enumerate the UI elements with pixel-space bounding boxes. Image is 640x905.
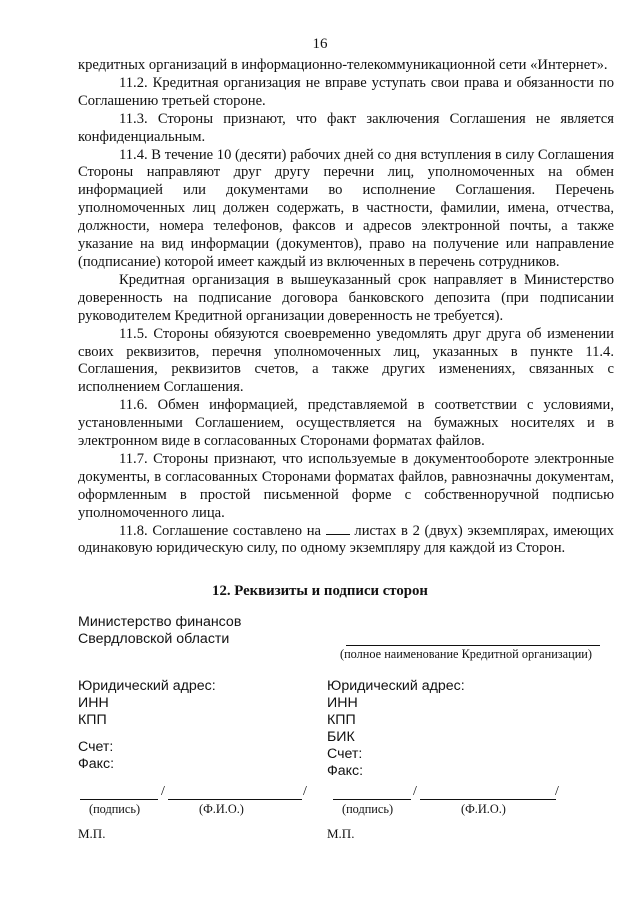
right-party-fields xyxy=(327,678,465,780)
paragraph-11-5: 11.5. Стороны обязуются своевременно уведомлять друг друга об изменении своих реквизитов, перечня уполномоченных лиц, указанных в пункте 11.4. Соглашения, реквизитов счетов, а также других изменениях, связанных с исполнением Соглашения. xyxy=(78,325,614,396)
right-party-name-caption: (полное наименование Кредитной организации) xyxy=(340,647,592,661)
paragraph-11-4: 11.4. В течение 10 (десяти) рабочих дней со дня вступления в силу Соглашения Стороны направляют друг другу перечни лиц, уполномоченных на обмен информацией или документами во исполнение Соглашения. Перечень уполномоченных лиц должен содержать, в частности, фамилии, имена, отчества, должности, номера телефонов, факсов и адресов электронной почты, а также указание на вид информации (документов), право на получение или направление (подписание) которой имеет каждый из включенных в перечень сотрудников. xyxy=(78,146,614,270)
left-party-name-line2: Свердловской области xyxy=(78,631,230,647)
left-inn-label: ИНН xyxy=(78,695,109,711)
left-fax-label: Факс: xyxy=(78,756,115,772)
page-number: 16 xyxy=(312,36,328,52)
right-account-label: Счет: xyxy=(327,746,363,762)
paragraph-11-7: 11.7. Стороны признают, что используемые в документообороте электронные документы, в согласованных Сторонами форматах файлов, равнозначны документам, оформленным в простой письменной форме с собственноручной подписью уполномоченного лица. xyxy=(78,450,614,521)
paragraph-11-6: 11.6. Обмен информацией, представляемой в соответствии с условиями, установленными Соглашением, осуществляется на бумажных носителях и в электронном виде в согласованных Сторонами форматах файлов. xyxy=(78,397,614,450)
left-stamp-label: М.П. xyxy=(78,826,106,841)
paragraph-11-2: 11.2. Кредитная организация не вправе уступать свои права и обязанности по Соглашению третьей стороне. xyxy=(78,74,614,109)
right-fio-caption: (Ф.И.О.) xyxy=(461,802,506,816)
left-party-fields xyxy=(78,678,216,729)
left-signature-line xyxy=(80,799,158,800)
left-party-fields-2 xyxy=(78,739,114,773)
paragraph-11-4-addendum: Кредитная организация в вышеуказанный срок направляет в Министерство доверенность на подписание договора банковского депозита (при подписании руководителем Кредитной организации доверенность не требуется). xyxy=(78,271,614,324)
section-heading: 12. Реквизиты и подписи сторон xyxy=(212,583,428,599)
right-kpp-label: КПП xyxy=(327,712,356,728)
right-fio-line xyxy=(420,799,556,800)
left-signature-caption: (подпись) xyxy=(89,802,141,816)
right-party-name-line xyxy=(346,645,600,646)
left-fio-caption: (Ф.И.О.) xyxy=(199,802,244,816)
right-bik-label: БИК xyxy=(327,729,355,745)
paragraph-11-8-start: 11.8. Соглашение составлено на xyxy=(119,522,322,539)
right-signature-line xyxy=(333,799,411,800)
right-signature-slash: / xyxy=(413,784,417,799)
paragraph-11-3: 11.3. Стороны признают, что факт заключения Соглашения не является конфиденциальным. xyxy=(78,110,614,145)
left-legal-address-label: Юридический адрес: xyxy=(78,678,216,694)
left-kpp-label: КПП xyxy=(78,712,107,728)
paragraph-11-8 xyxy=(78,523,614,559)
right-fio-slash: / xyxy=(555,784,559,799)
document-body xyxy=(78,57,614,558)
left-party-name-line1: Министерство финансов xyxy=(78,614,242,630)
right-stamp-label: М.П. xyxy=(327,826,355,841)
left-signature-slash: / xyxy=(161,784,165,799)
left-party-name xyxy=(78,614,241,648)
paragraph-11-8-end: листах в 2 (двух) экземплярах, имеющих одинаковую юридическую силу, по одному экземпляру для каждой из Сторон. xyxy=(78,522,614,557)
right-inn-label: ИНН xyxy=(327,695,358,711)
left-fio-line xyxy=(168,799,302,800)
sheet-count-blank xyxy=(326,523,350,535)
right-signature-caption: (подпись) xyxy=(342,802,394,816)
right-legal-address-label: Юридический адрес: xyxy=(327,678,465,694)
left-fio-slash: / xyxy=(303,784,307,799)
left-account-label: Счет: xyxy=(78,739,114,755)
right-fax-label: Факс: xyxy=(327,763,364,779)
paragraph-continuation: кредитных организаций в информационно-телекоммуникационной сети «Интернет». xyxy=(78,57,608,73)
